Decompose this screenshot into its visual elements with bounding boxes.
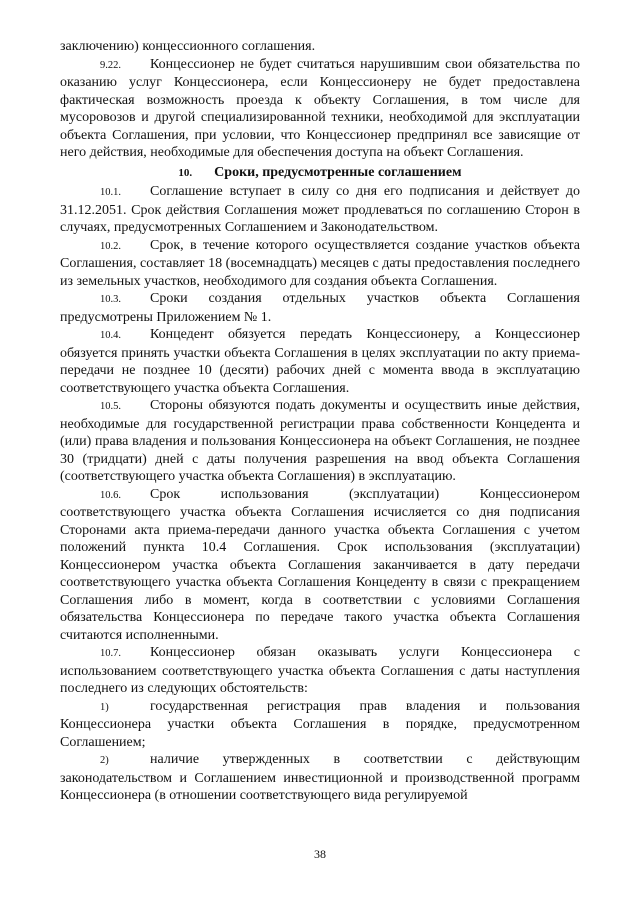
clause-10-2 — [60, 237, 580, 291]
clause-text: Срок использования (эксплуатации) Концессионером соответствующего участка объекта Соглашения исчисляется со дня подписания Сторонами акта приема-передачи данного участка объекта Соглашения с учетом положений пункта 10.4 Соглашения. Срок использования (эксплуатации) Концессионером участка объекта Соглашения заканчивается в дату передачи соответствующего участка объекта Соглашения Концеденту в связи с прекращением Соглашения либо в момент, когда в соответствии с условиями Соглашения обязательства Концессионера по передаче такого участка объекта Соглашения считаются исполненными. — [60, 486, 580, 643]
section-heading — [60, 164, 580, 183]
clause-10-4 — [60, 326, 580, 397]
lead-line: заключению) концессионного соглашения. — [60, 39, 316, 54]
clause-text: Концессионер обязан оказывать услуги Концессионера с использованием соответствующего участка объекта Соглашения с даты наступления последнего из следующих обстоятельств: — [60, 645, 580, 696]
subitem-text: наличие утвержденных в соответствии с действующим законодательством и Соглашением инвестиционной и производственной программ Концессионера (в отношении соответствующего вида регулируемой — [60, 752, 580, 803]
page-number: 38 — [314, 847, 326, 861]
clause-number: 10.6. — [100, 489, 121, 501]
section-number: 10. — [178, 166, 193, 179]
clause-number: 10.2. — [100, 240, 121, 252]
clause-text: Концедент обязуется передать Концессионеру, а Концессионер обязуется принять участки объекта Соглашения в целях эксплуатации по акту приема-передачи не позднее 10 (десяти) рабочих дней с момента ввода в эксплуатацию соответствующего участка объекта Соглашения. — [60, 327, 580, 396]
clause-10-3 — [60, 290, 580, 326]
clause-text: Сроки создания отдельных участков объекта Соглашения предусмотрены Приложением № 1. — [60, 291, 580, 325]
clause-number: 10.5. — [100, 401, 121, 412]
clause-text: Стороны обязуются подать документы и осуществить иные действия, необходимые для государственной регистрации права собственности Концедента и (или) права владения и пользования Концессионера на объект Соглашения, не позднее 30 (тридцати) дней с даты получения разрешения на ввод объекта Соглашения (соответствующего участка объекта Соглашения) в эксплуатацию. — [60, 398, 580, 484]
clause-number: 10.3. — [100, 294, 121, 305]
subitem-1 — [60, 698, 580, 752]
subitem-text: государственная регистрация прав владения и пользования Концессионера участки объекта Соглашения в порядке, предусмотренном Соглашением; — [60, 698, 580, 750]
clause-9-22 — [60, 56, 580, 162]
clause-10-7 — [60, 644, 580, 698]
clause-10-1 — [60, 183, 580, 237]
section-title: Сроки, предусмотренные соглашением — [214, 164, 462, 180]
clause-number: 10.4. — [100, 330, 121, 341]
clause-number: 10.1. — [100, 187, 121, 198]
clause-text: Соглашение вступает в силу со дня его подписания и действует до 31.12.2051. Срок действия Соглашения может продлеваться по соглашению Сторон в случаях, предусмотренных Соглашением и Законодательством. — [60, 184, 580, 235]
subitem-number: 1) — [100, 701, 109, 713]
clause-10-6 — [60, 486, 580, 645]
subitem-number: 2) — [100, 755, 109, 766]
clause-number: 10.7. — [100, 648, 121, 659]
clause-text: Концессионер не будет считаться нарушившим свои обязательства по оказанию услуг Концессионера, если Концессионеру не будет предоставлена фактическая возможность проезда к объекту Соглашения, в том числе для мусоровозов и другой специализированной техники, необходимой для эксплуатации объекта Соглашения, при условии, что Концессионер предпринял все зависящие от него действия, необходимые для обеспечения доступа на объект Соглашения. — [60, 56, 580, 160]
clause-text: Срок, в течение которого осуществляется создание участков объекта Соглашения, составляет 18 (восемнадцать) месяцев с даты предоставления последнего из земельных участков, необходимого для создания объекта Соглашения. — [60, 237, 580, 289]
clause-number: 9.22. — [100, 59, 121, 71]
clause-10-5 — [60, 397, 580, 486]
subitem-2 — [60, 751, 580, 805]
